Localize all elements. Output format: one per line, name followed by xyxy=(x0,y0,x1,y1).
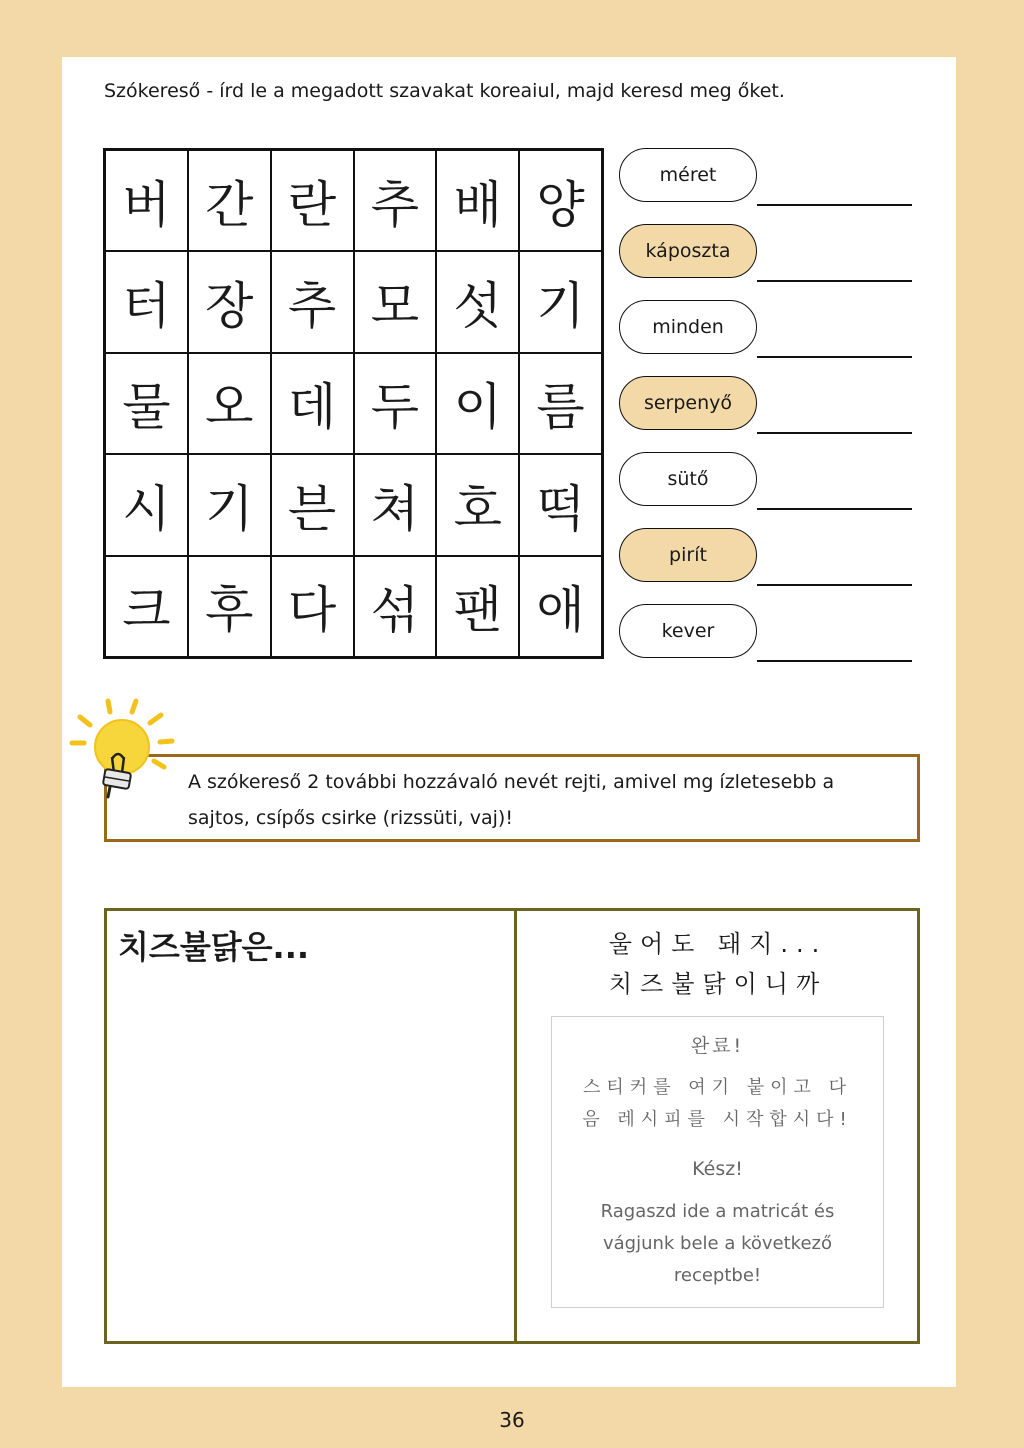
sticker-ko-line-2: 음 레시피를 시작합시다! xyxy=(582,1109,853,1130)
grid-cell[interactable]: 호 xyxy=(436,454,519,555)
grid-cell[interactable]: 시 xyxy=(105,454,188,555)
grid-cell[interactable]: 모 xyxy=(354,251,437,352)
sticker-ko-title: 완료! xyxy=(690,1035,745,1057)
word-list xyxy=(619,148,914,680)
lightbulb-icon xyxy=(66,697,176,807)
grid-cell[interactable]: 장 xyxy=(188,251,271,352)
answer-line[interactable] xyxy=(757,432,912,434)
word-pill: serpenyő xyxy=(619,376,757,430)
grid-cell[interactable]: 기 xyxy=(188,454,271,555)
word-row xyxy=(619,376,914,452)
grid-cell[interactable]: 배 xyxy=(436,150,519,251)
word-row xyxy=(619,148,914,224)
grid-cell[interactable]: 떡 xyxy=(519,454,602,555)
grid-cell[interactable]: 터 xyxy=(105,251,188,352)
grid-cell[interactable]: 간 xyxy=(188,150,271,251)
grid-cell[interactable]: 버 xyxy=(105,150,188,251)
page-number: 36 xyxy=(499,1408,525,1432)
grid-cell[interactable]: 데 xyxy=(271,353,354,454)
word-pill: pirít xyxy=(619,528,757,582)
word-search-grid xyxy=(103,148,604,659)
word-row xyxy=(619,452,914,528)
answer-line[interactable] xyxy=(757,584,912,586)
word-pill: méret xyxy=(619,148,757,202)
grid-cell[interactable]: 후 xyxy=(188,556,271,657)
instruction-text: Szókereső - írd le a megadott szavakat koreaiul, majd keresd meg őket. xyxy=(104,80,785,102)
grid-cell[interactable]: 다 xyxy=(271,556,354,657)
grid-cell[interactable]: 오 xyxy=(188,353,271,454)
grid-cell[interactable]: 양 xyxy=(519,150,602,251)
grid-cell[interactable]: 븐 xyxy=(271,454,354,555)
answer-line[interactable] xyxy=(757,204,912,206)
sticker-area xyxy=(551,1016,884,1308)
tip-line-2: sajtos, csípős csirke (rizssüti, vaj)! xyxy=(188,807,513,829)
word-pill: sütő xyxy=(619,452,757,506)
answer-line[interactable] xyxy=(757,280,912,282)
word-row xyxy=(619,300,914,376)
grid-cell[interactable]: 란 xyxy=(271,150,354,251)
right-heading-line-2: 치즈불닭이니까 xyxy=(608,970,828,998)
answer-line[interactable] xyxy=(757,660,912,662)
word-pill: kever xyxy=(619,604,757,658)
tip-line-1: A szókereső 2 további hozzávaló nevét rejti, amivel mg ízletesebb a xyxy=(188,771,835,793)
grid-cell[interactable]: 팬 xyxy=(436,556,519,657)
grid-cell[interactable]: 섯 xyxy=(436,251,519,352)
bottom-divider xyxy=(514,908,517,1344)
grid-cell[interactable]: 기 xyxy=(519,251,602,352)
grid-cell[interactable]: 쳐 xyxy=(354,454,437,555)
word-pill: káposzta xyxy=(619,224,757,278)
left-title: 치즈불닭은... xyxy=(118,928,310,966)
sticker-hu-body: Ragaszd ide a matricát és vágjunk bele a következő receptbe! xyxy=(600,1201,835,1286)
word-row xyxy=(619,604,914,680)
right-heading xyxy=(518,924,918,1004)
word-row xyxy=(619,528,914,604)
answer-line[interactable] xyxy=(757,508,912,510)
grid-cell[interactable]: 애 xyxy=(519,556,602,657)
grid-cell[interactable]: 섞 xyxy=(354,556,437,657)
tip-text xyxy=(188,764,908,836)
right-heading-line-1: 울어도 돼지... xyxy=(608,930,828,958)
grid-cell[interactable]: 추 xyxy=(271,251,354,352)
grid-cell[interactable]: 물 xyxy=(105,353,188,454)
sticker-ko-line-1: 스티커를 여기 붙이고 다 xyxy=(582,1077,853,1098)
word-row xyxy=(619,224,914,300)
sticker-ko-body xyxy=(552,1072,883,1136)
grid-cell[interactable]: 추 xyxy=(354,150,437,251)
grid-cell[interactable]: 이 xyxy=(436,353,519,454)
grid-cell[interactable]: 름 xyxy=(519,353,602,454)
grid-cell[interactable]: 두 xyxy=(354,353,437,454)
grid-cell[interactable]: 크 xyxy=(105,556,188,657)
sticker-hu-title: Kész! xyxy=(692,1158,743,1180)
answer-line[interactable] xyxy=(757,356,912,358)
word-pill: minden xyxy=(619,300,757,354)
